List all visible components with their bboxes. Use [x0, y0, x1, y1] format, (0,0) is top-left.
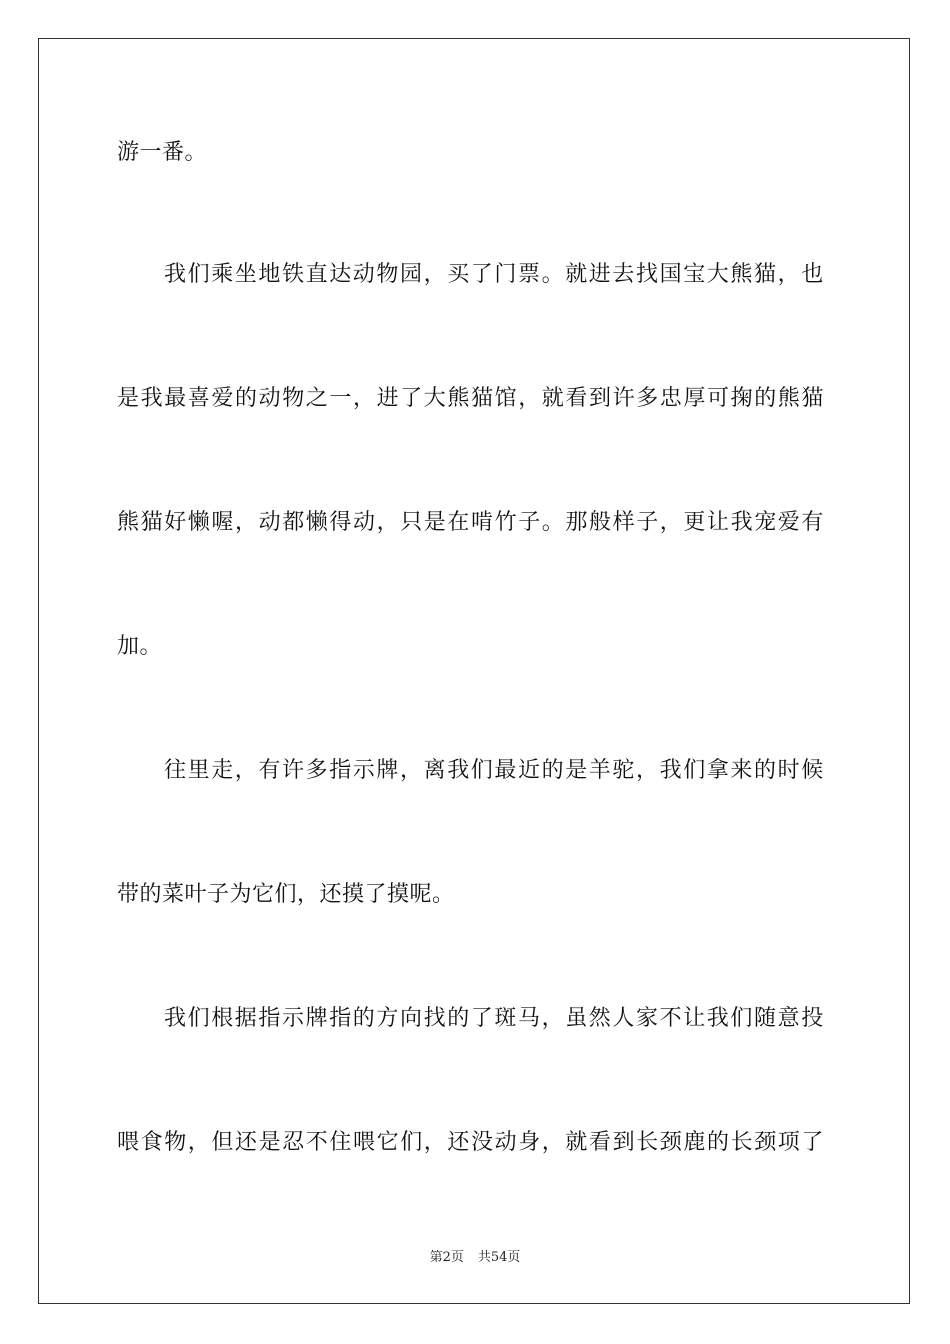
page-border: [38, 38, 910, 1304]
text-line: 带的菜叶子为它们，还摸了摸呢。: [117, 882, 455, 907]
text-line: 熊猫好懒喔，动都懒得动，只是在啃竹子。那般样子，更让我宠爱有: [117, 510, 826, 535]
text-line: 加。: [117, 634, 163, 659]
page-footer: [0, 1249, 950, 1267]
page-total: 共54页: [477, 1250, 521, 1265]
text-line: 游一番。: [117, 140, 208, 165]
paragraph-first-line: 往里走，有许多指示牌，离我们最近的是羊驼，我们拿来的时候: [164, 758, 825, 783]
paragraph-first-line: 我们根据指示牌指的方向找的了斑马，虽然人家不让我们随意投: [164, 1006, 825, 1031]
page-number: 第2页: [429, 1250, 464, 1265]
text-line: 是我最喜爱的动物之一，进了大熊猫馆，就看到许多忠厚可掬的熊猫: [117, 386, 826, 411]
text-line: 喂食物，但还是忍不住喂它们，还没动身，就看到长颈鹿的长颈项了: [117, 1130, 826, 1155]
paragraph-first-line: 我们乘坐地铁直达动物园，买了门票。就进去找国宝大熊猫，也: [164, 262, 825, 287]
